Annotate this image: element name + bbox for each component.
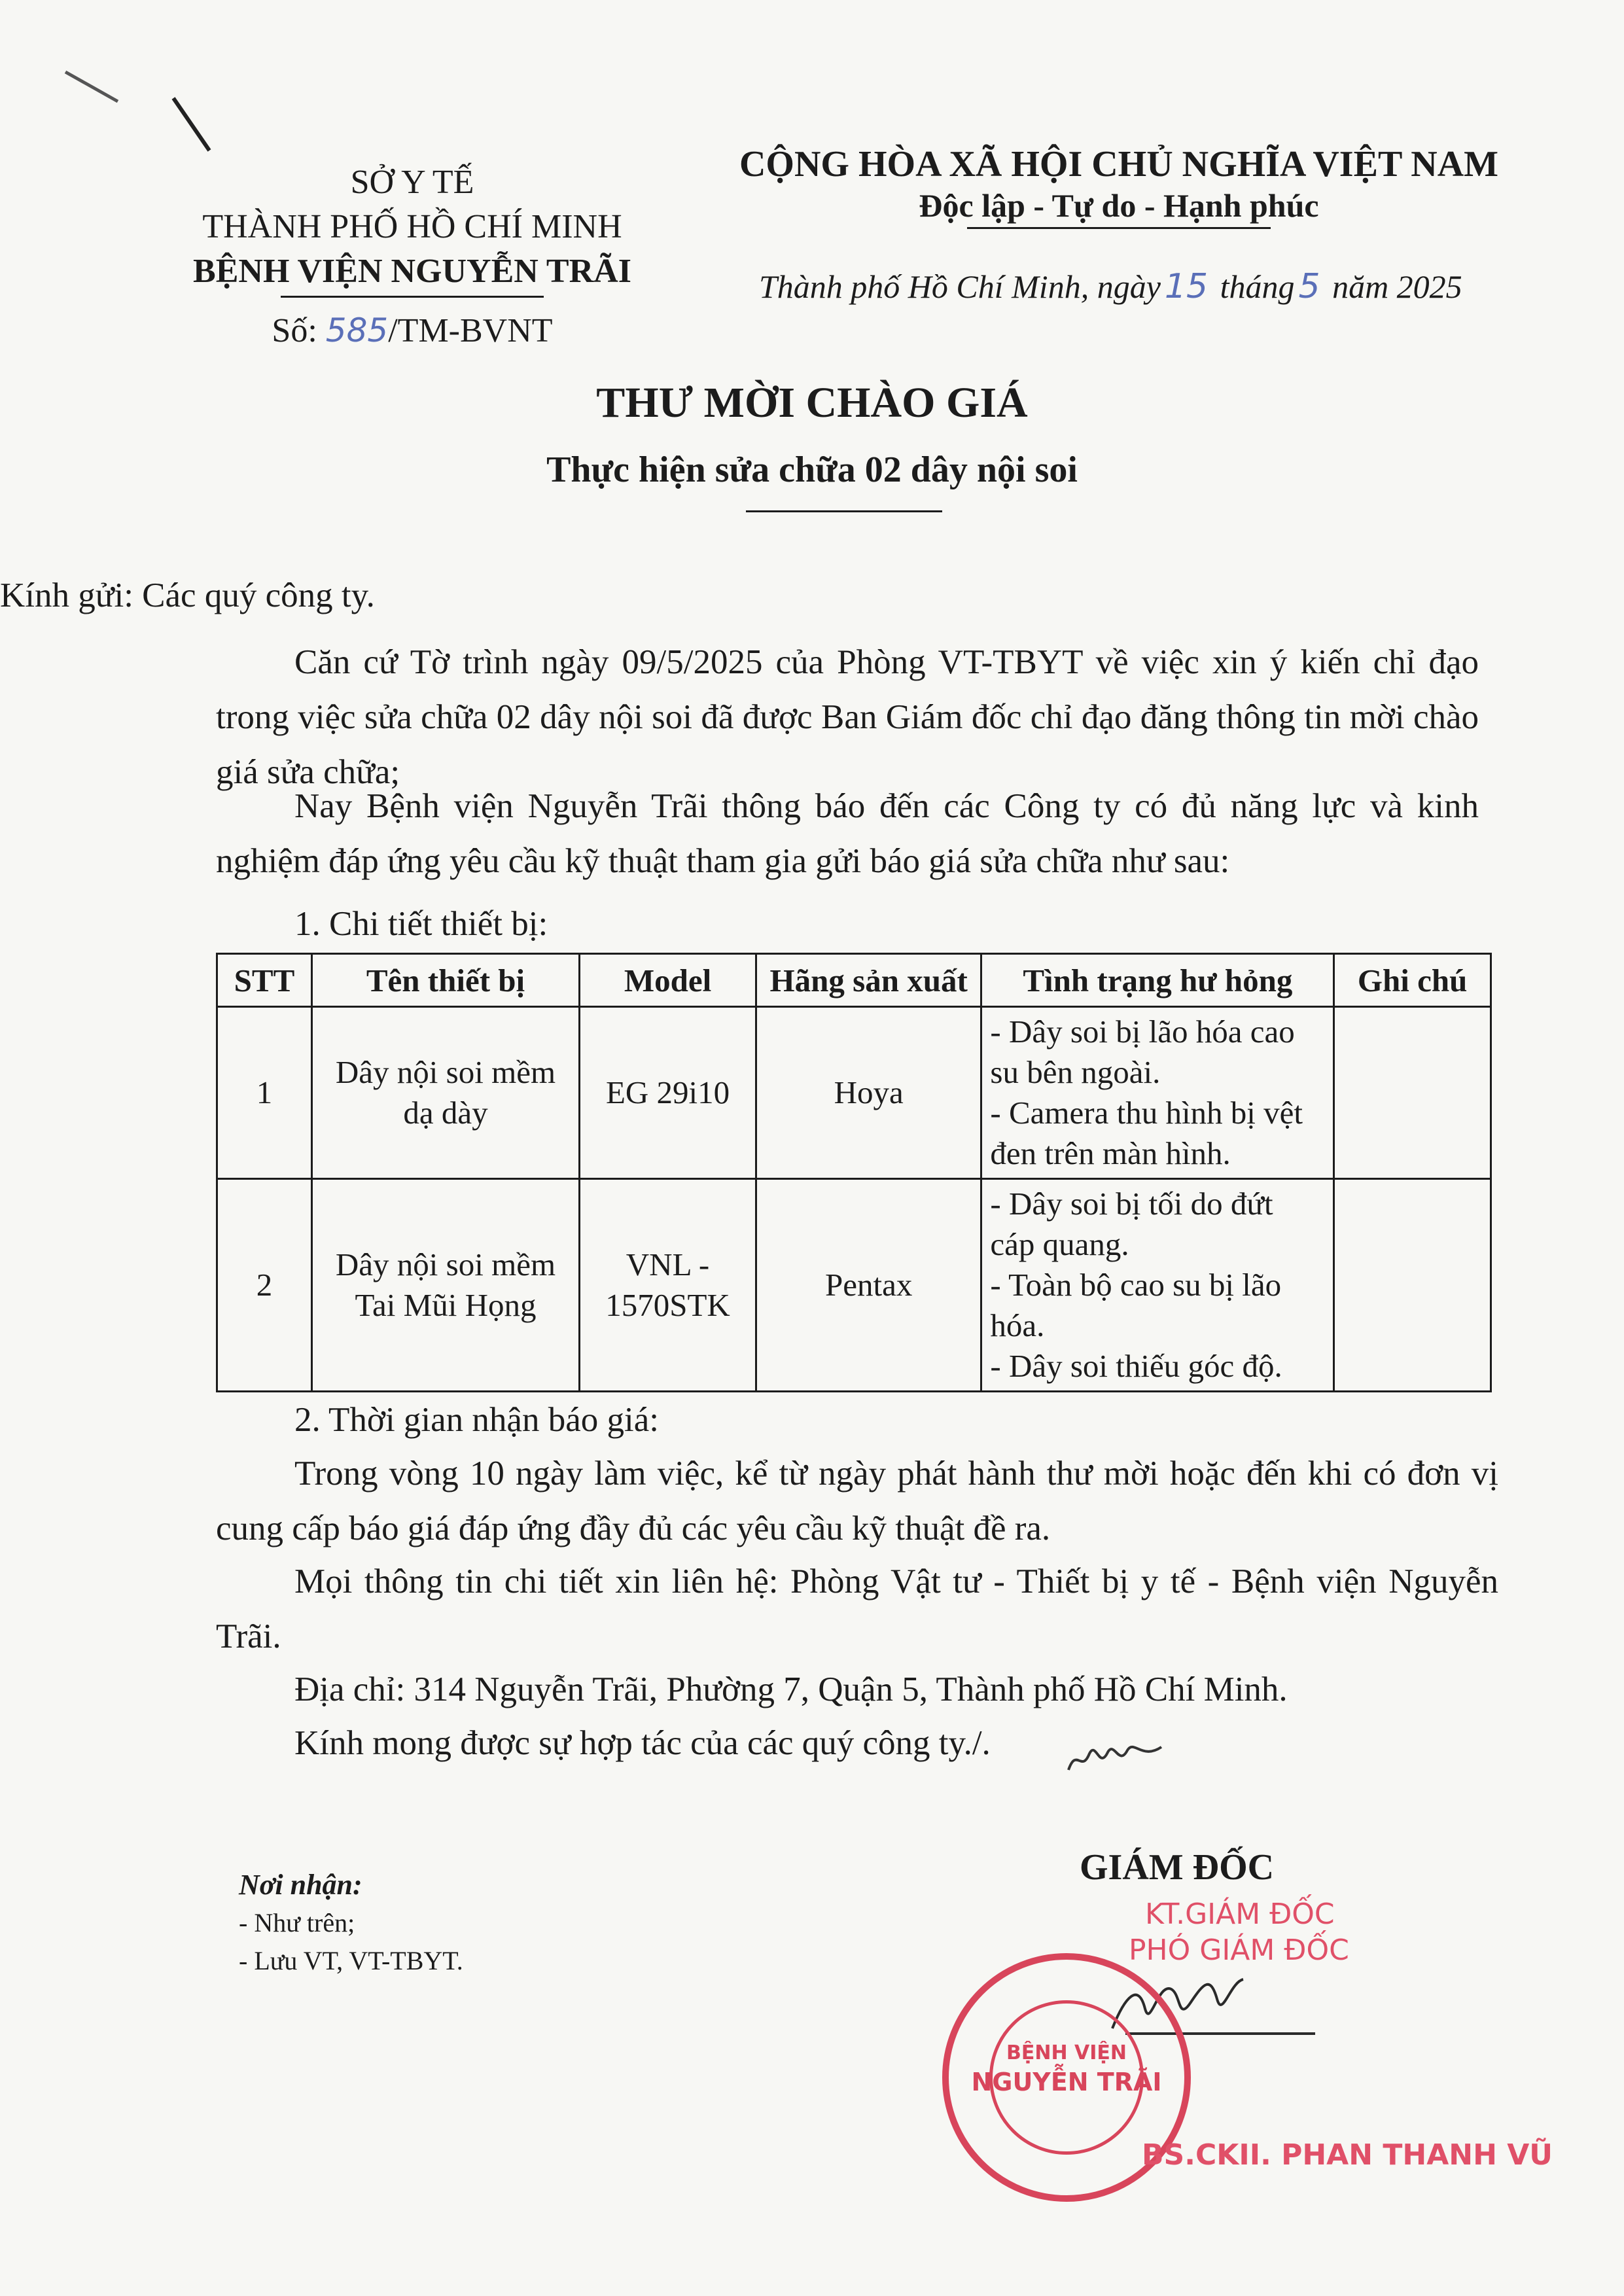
row-stt: 1 [217,1007,312,1179]
initials-signature [1063,1734,1174,1786]
column-header-note: Ghi chú [1334,954,1491,1007]
national-header [726,143,1511,225]
paragraph-address: Địa chỉ: 314 Nguyễn Trãi, Phường 7, Quận 5, Thành phố Hồ Chí Minh. [294,1670,1288,1708]
recipient-item: - Như trên; [239,1908,355,1937]
document-number: Số: 585/TM-BVNT [272,311,553,349]
paragraph-time-limit: Trong vòng 10 ngày làm việc, kể từ ngày phát hành thư mời hoặc đến khi có đơn vị cung cấp báo giá đáp ứng đầy đủ các yêu cầu kỹ thuật đề ra. [216,1455,1498,1547]
row-model: VNL - 1570STK [580,1179,756,1392]
table-row [217,1179,1491,1392]
title-divider [746,510,942,512]
issuing-organization [124,160,700,353]
row-damage-status: - Dây soi bị lão hóa cao su bên ngoài. - Camera thu hình bị vệt đen trên màn hình. [981,1007,1334,1179]
nation-name: CỘNG HÒA XÃ HỘI CHỦ NGHĨA VIỆT NAM [739,144,1499,185]
org-line-city: THÀNH PHỐ HỒ CHÍ MINH [202,208,622,245]
column-header-stt: STT [217,954,312,1007]
national-motto: Độc lập - Tự do - Hạnh phúc [919,187,1319,224]
paragraph-closing: Kính mong được sự hợp tác của các quý công ty./. [294,1724,991,1762]
section-equipment-details: 1. Chi tiết thiết bị: [294,905,548,943]
paragraph-basis: Căn cứ Tờ trình ngày 09/5/2025 của Phòng VT-TBYT về việc xin ý kiến chỉ đạo trong việc sửa chữa 02 dây nội soi đã được Ban Giám đốc chỉ đạo đăng thông tin mời chào giá sửa chữa; [216,643,1479,791]
row-damage-status: - Dây soi bị tối do đứt cáp quang. - Toàn bộ cao su bị lão hóa. - Dây soi thiếu góc độ. [981,1179,1334,1392]
section-quote-time: 2. Thời gian nhận báo giá: [294,1401,659,1439]
equipment-table [216,953,1492,1392]
row-note [1334,1179,1491,1392]
row-model: EG 29i10 [580,1007,756,1179]
signer-title: GIÁM ĐỐC [1080,1847,1275,1888]
scan-mark-decoration [59,65,229,170]
column-header-model: Model [580,954,756,1007]
document-title: THƯ MỜI CHÀO GIÁ [596,379,1028,427]
table-header-row [217,954,1491,1007]
stamp-deputy-director: PHÓ GIÁM ĐỐC [1129,1934,1349,1967]
date-day-handwritten: 15 [1164,267,1209,306]
row-device-name: Dây nội soi mềm dạ dày [311,1007,579,1179]
seal-text-line2: NGUYỄN TRÃI [971,2068,1162,2096]
signer-name: BS.CKII. PHAN THANH VŨ [1142,2138,1553,2172]
column-header-device-name: Tên thiết bị [311,954,579,1007]
row-manufacturer: Pentax [756,1179,981,1392]
row-stt: 2 [217,1179,312,1392]
recipients-label: Nơi nhận: [239,1869,362,1901]
org-line-department: SỞ Y TẾ [350,164,474,201]
paragraph-announcement: Nay Bệnh viện Nguyễn Trãi thông báo đến các Công ty có đủ năng lực và kinh nghiệm đáp ứng yêu cầu kỹ thuật tham gia gửi báo giá sửa chữa như sau: [216,787,1479,880]
seal-text-line1: BỆNH VIỆN [1006,2041,1127,2064]
row-note [1334,1007,1491,1179]
greeting: Kính gửi: Các quý công ty. [0,576,375,614]
issue-date: Thành phố Hồ Chí Minh, ngày 15 tháng 5 năm 2025 [759,267,1462,306]
table-row [217,1007,1491,1179]
column-header-damage-status: Tình trạng hư hỏng [981,954,1334,1007]
recipient-item: - Lưu VT, VT-TBYT. [239,1946,463,1975]
document-number-handwritten: 585 [325,311,389,349]
recipients-block [239,1866,463,1980]
column-header-manufacturer: Hãng sản xuất [756,954,981,1007]
stamp-kt-director: KT.GIÁM ĐỐC [1145,1898,1335,1931]
org-line-hospital: BỆNH VIỆN NGUYỄN TRÃI [193,249,631,294]
document-subtitle: Thực hiện sửa chữa 02 dây nội soi [546,450,1078,490]
row-manufacturer: Hoya [756,1007,981,1179]
date-month-handwritten: 5 [1298,267,1320,306]
row-device-name: Dây nội soi mềm Tai Mũi Họng [311,1179,579,1392]
paragraph-contact: Mọi thông tin chi tiết xin liên hệ: Phòng Vật tư - Thiết bị y tế - Bệnh viện Nguyễn Trãi. [216,1563,1498,1655]
